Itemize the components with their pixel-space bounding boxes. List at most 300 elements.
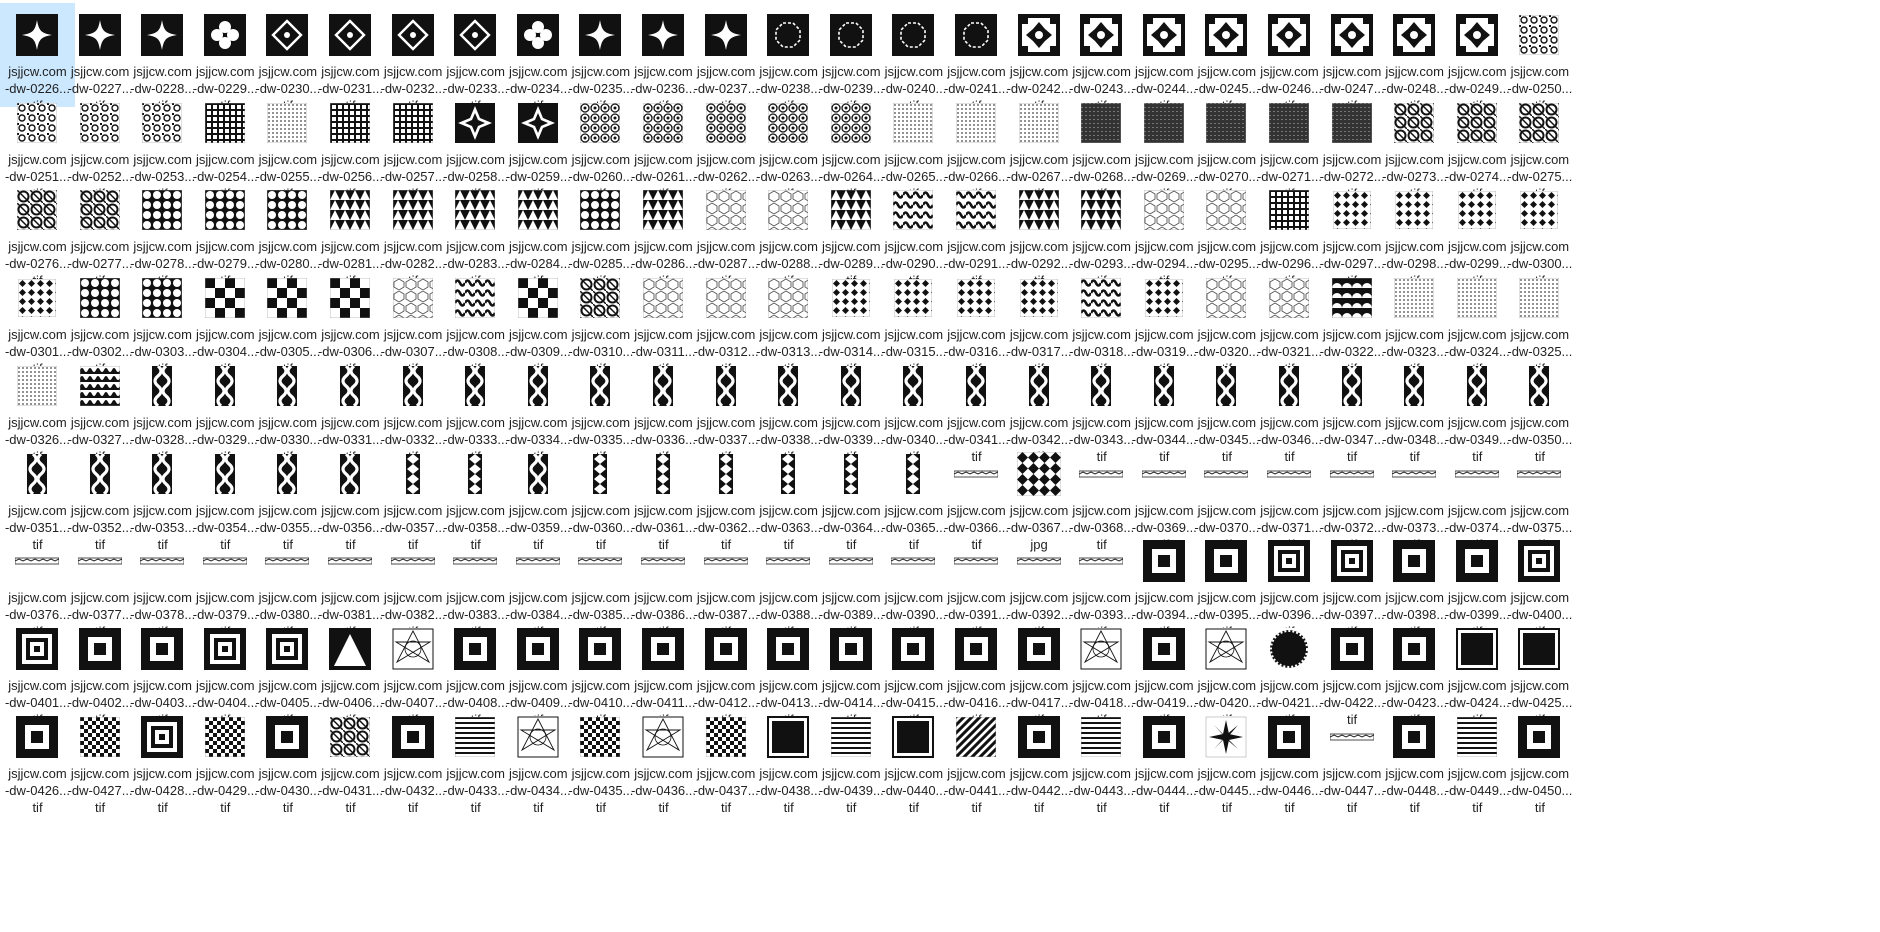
file-name-line1: jsjjcw.com bbox=[446, 151, 505, 167]
file-name-line1: jsjjcw.com bbox=[1197, 239, 1257, 255]
diamond-outline-tile-icon bbox=[387, 9, 439, 61]
file-name-line2: -dw-0343... bbox=[1069, 431, 1135, 447]
triangles-tile-icon bbox=[449, 184, 501, 236]
file-name-line2: -dw-0330... bbox=[255, 431, 321, 447]
ornate-white-tile-icon bbox=[1326, 9, 1378, 61]
file-name-line1: jsjjcw.com bbox=[1072, 765, 1131, 781]
file-name-line2: -dw-0250... bbox=[1507, 81, 1573, 96]
file-name-line2: -dw-0235... bbox=[568, 81, 634, 96]
file-name-line2: -dw-0355... bbox=[255, 519, 321, 535]
file-name-line2: -dw-0276... bbox=[4, 256, 71, 272]
file-name-line1: jsjjcw.com bbox=[383, 151, 443, 167]
file-name-line1: jsjjcw.com bbox=[1385, 64, 1444, 79]
hex-outline-tile-icon bbox=[637, 272, 689, 324]
plaid-tile-icon bbox=[1263, 184, 1315, 236]
file-extension: tif bbox=[846, 536, 857, 552]
file-name-line2: -dw-0265... bbox=[881, 168, 947, 184]
file-name-line2: -dw-0286... bbox=[630, 256, 697, 272]
file-name-line1: jsjjcw.com bbox=[1385, 151, 1444, 167]
file-name-line2: -dw-0421... bbox=[1256, 694, 1323, 710]
file-name-line1: jsjjcw.com bbox=[258, 677, 318, 693]
file-name-line2: -dw-0269... bbox=[1131, 168, 1197, 184]
interlace-tile-icon bbox=[11, 184, 63, 236]
file-name-line1: jsjjcw.com bbox=[258, 414, 318, 430]
wave-strip-tile-icon bbox=[512, 448, 564, 500]
file-name-line2: -dw-0380... bbox=[255, 607, 321, 623]
wave-strip-tile-icon bbox=[762, 360, 814, 412]
file-name-line2: -dw-0443... bbox=[1069, 782, 1135, 798]
file-name-line2: -dw-0297... bbox=[1319, 256, 1385, 272]
file-name-line1: jsjjcw.com bbox=[321, 590, 380, 606]
file-name-line2: -dw-0440... bbox=[881, 782, 947, 798]
file-name-line2: -dw-0285... bbox=[568, 256, 634, 272]
file-name-line1: jsjjcw.com bbox=[8, 590, 67, 606]
border-strip-tile-icon bbox=[387, 535, 439, 587]
file-name-line2: -dw-0365... bbox=[881, 519, 947, 535]
file-name-line2: -dw-0323... bbox=[1382, 344, 1448, 360]
file-name-line1: jsjjcw.com bbox=[321, 677, 380, 693]
file-name-line2: -dw-0347... bbox=[1319, 431, 1385, 447]
file-name-line1: jsjjcw.com bbox=[696, 765, 756, 781]
file-extension: tif bbox=[1221, 799, 1232, 815]
file-name-line2: -dw-0273... bbox=[1382, 168, 1448, 184]
file-name-line2: -dw-0236... bbox=[630, 81, 697, 96]
file-name-line1: jsjjcw.com bbox=[884, 327, 944, 343]
file-name-line2: -dw-0288... bbox=[756, 256, 822, 272]
square-frame-tile-icon bbox=[825, 623, 877, 675]
file-name-line2: -dw-0412... bbox=[693, 694, 759, 710]
file-name-line2: -dw-0234... bbox=[505, 81, 571, 96]
file-name-line1: jsjjcw.com bbox=[196, 590, 255, 606]
file-name-line2: -dw-0251... bbox=[4, 168, 71, 184]
file-extension: tif bbox=[971, 536, 982, 552]
stripes-tile-icon bbox=[1451, 711, 1503, 763]
fine-grid-tile-icon bbox=[1388, 272, 1440, 324]
square-frame-tile-icon bbox=[1388, 623, 1440, 675]
file-name-line1: jsjjcw.com bbox=[696, 327, 756, 343]
wave-strip-tile-icon bbox=[1263, 360, 1315, 412]
file-name-line1: jsjjcw.com bbox=[446, 765, 505, 781]
dark-weave-tile-icon bbox=[1200, 97, 1252, 149]
file-name-line1: jsjjcw.com bbox=[1072, 64, 1131, 79]
file-extension: tif bbox=[1472, 448, 1483, 464]
checker-tile-icon bbox=[324, 272, 376, 324]
wave-strip-tile-icon bbox=[637, 360, 689, 412]
wave-strip-tile-icon bbox=[825, 360, 877, 412]
concentric-squares-tile-icon bbox=[136, 711, 188, 763]
file-name-line2: -dw-0348... bbox=[1382, 431, 1448, 447]
file-name-line2: -dw-0422... bbox=[1319, 694, 1385, 710]
file-extension: tif bbox=[595, 536, 606, 552]
stripes-tile-icon bbox=[1075, 711, 1127, 763]
file-name-line2: -dw-0406... bbox=[317, 694, 384, 710]
border-strip-tile-icon bbox=[1326, 711, 1378, 763]
file-name-line2: -dw-0299... bbox=[1444, 256, 1510, 272]
file-name-line2: -dw-0253... bbox=[130, 168, 196, 184]
fine-grid-tile-icon bbox=[1451, 272, 1503, 324]
file-name-line1: jsjjcw.com bbox=[258, 239, 318, 255]
file-extension: tif bbox=[1472, 799, 1483, 815]
file-name-line1: jsjjcw.com bbox=[947, 765, 1006, 781]
square-frame-tile-icon bbox=[1388, 711, 1440, 763]
dots-black-tile-icon bbox=[136, 184, 188, 236]
file-name-line1: jsjjcw.com bbox=[947, 590, 1006, 606]
mosaic-tile-icon bbox=[762, 97, 814, 149]
wave-strip-tile-icon bbox=[1451, 360, 1503, 412]
file-extension: jpg bbox=[1030, 536, 1048, 552]
file-name-line1: jsjjcw.com bbox=[759, 765, 818, 781]
file-extension: tif bbox=[908, 536, 919, 552]
file-name-line1: jsjjcw.com bbox=[509, 414, 568, 430]
file-name-line1: jsjjcw.com bbox=[1322, 590, 1382, 606]
hex-outline-tile-icon bbox=[762, 184, 814, 236]
file-name-line2: -dw-0428... bbox=[130, 782, 196, 798]
wave-strip-tile-icon bbox=[1013, 360, 1065, 412]
file-name-line2: -dw-0247... bbox=[1319, 81, 1385, 96]
border-strip-tile-icon bbox=[449, 535, 501, 587]
file-extension: tif bbox=[1096, 536, 1107, 552]
file-extension: tif bbox=[1284, 799, 1295, 815]
file-name-line1: jsjjcw.com bbox=[1260, 502, 1319, 518]
dots-white-tile-icon bbox=[950, 272, 1002, 324]
square-frame-tile-icon bbox=[74, 623, 126, 675]
wave-strip-tile-icon bbox=[261, 360, 313, 412]
narrow-strip-tile-icon bbox=[887, 448, 939, 500]
wave-strip-tile-icon bbox=[261, 448, 313, 500]
ornate-white-tile-icon bbox=[1263, 9, 1315, 61]
file-name-line2: -dw-0410... bbox=[568, 694, 634, 710]
wave-strip-tile-icon bbox=[512, 360, 564, 412]
file-name-line2: -dw-0420... bbox=[1194, 694, 1260, 710]
file-extension: tif bbox=[1034, 799, 1045, 815]
file-extension: tif bbox=[157, 536, 168, 552]
file-name-line1: jsjjcw.com bbox=[884, 151, 944, 167]
file-name-line2: -dw-0244... bbox=[1131, 81, 1197, 96]
wave-strip-tile-icon bbox=[199, 360, 251, 412]
file-extension: tif bbox=[658, 799, 669, 815]
plaid-tile-icon bbox=[199, 97, 251, 149]
solid-square-tile-icon bbox=[1451, 623, 1503, 675]
star-lines-tile-icon bbox=[637, 711, 689, 763]
file-name-line2: -dw-0344... bbox=[1131, 431, 1197, 447]
dark-weave-tile-icon bbox=[1263, 97, 1315, 149]
file-name-line1: jsjjcw.com bbox=[696, 414, 756, 430]
file-name-line2: -dw-0417... bbox=[1006, 694, 1072, 710]
file-name-line2: -dw-0431... bbox=[317, 782, 384, 798]
file-name-line1: jsjjcw.com bbox=[634, 64, 693, 79]
octagon-ring-tile-icon bbox=[762, 9, 814, 61]
file-name-line1: jsjjcw.com bbox=[1009, 502, 1069, 518]
file-name-line1: jsjjcw.com bbox=[696, 239, 756, 255]
file-name-line1: jsjjcw.com bbox=[196, 151, 255, 167]
file-name-line2: -dw-0402... bbox=[67, 694, 133, 710]
file-name-line1: jsjjcw.com bbox=[321, 765, 380, 781]
diamond-star-tile-icon bbox=[136, 9, 188, 61]
file-name-line1: jsjjcw.com bbox=[446, 677, 505, 693]
file-name-line2: -dw-0259... bbox=[505, 168, 571, 184]
file-name-line1: jsjjcw.com bbox=[8, 414, 67, 430]
ornate-white-tile-icon bbox=[1075, 9, 1127, 61]
file-extension: tif bbox=[1347, 799, 1358, 815]
file-name-line1: jsjjcw.com bbox=[133, 765, 192, 781]
square-frame-tile-icon bbox=[887, 623, 939, 675]
file-name-line2: -dw-0281... bbox=[317, 256, 384, 272]
file-name-line2: -dw-0287... bbox=[693, 256, 759, 272]
square-frame-tile-icon bbox=[1326, 623, 1378, 675]
file-name-line1: jsjjcw.com bbox=[1260, 677, 1319, 693]
file-name-line1: jsjjcw.com bbox=[509, 765, 568, 781]
file-name-line2: -dw-0444... bbox=[1131, 782, 1197, 798]
file-name-line2: -dw-0389... bbox=[818, 607, 884, 623]
border-strip-tile-icon bbox=[1263, 448, 1315, 500]
file-name-line1: jsjjcw.com bbox=[759, 327, 818, 343]
file-name-line2: -dw-0427... bbox=[67, 782, 133, 798]
file-name-line2: -dw-0442... bbox=[1006, 782, 1072, 798]
triangles-tile-icon bbox=[387, 184, 439, 236]
interlace-tile-icon bbox=[324, 711, 376, 763]
file-name-line2: -dw-0375... bbox=[1507, 519, 1573, 535]
file-name-line2: -dw-0345... bbox=[1194, 431, 1260, 447]
file-name-line2: -dw-0441... bbox=[943, 782, 1010, 798]
file-extension: tif bbox=[470, 799, 481, 815]
file-name-line2: -dw-0298... bbox=[1382, 256, 1448, 272]
file-name-line2: -dw-0260... bbox=[568, 168, 634, 184]
wave-strip-tile-icon bbox=[449, 360, 501, 412]
file-name-line2: -dw-0238... bbox=[756, 81, 822, 96]
file-name-line2: -dw-0432... bbox=[380, 782, 446, 798]
file-name-line2: -dw-0263... bbox=[756, 168, 822, 184]
file-name-line2: -dw-0292... bbox=[1006, 256, 1072, 272]
file-name-line1: jsjjcw.com bbox=[1322, 64, 1382, 79]
file-name-line2: -dw-0335... bbox=[568, 431, 634, 447]
file-name-line2: -dw-0242... bbox=[1006, 81, 1072, 96]
file-name-line1: jsjjcw.com bbox=[383, 765, 443, 781]
border-strip-tile-icon bbox=[762, 535, 814, 587]
square-frame-tile-icon bbox=[512, 623, 564, 675]
file-name-line2: -dw-0321... bbox=[1256, 344, 1323, 360]
concentric-squares-tile-icon bbox=[1513, 535, 1565, 587]
file-name-line2: -dw-0390... bbox=[881, 607, 947, 623]
triangles-tile-icon bbox=[637, 184, 689, 236]
file-name-line1: jsjjcw.com bbox=[884, 239, 944, 255]
square-frame-tile-icon bbox=[1013, 711, 1065, 763]
file-extension: tif bbox=[533, 799, 544, 815]
fine-grid-tile-icon bbox=[1513, 272, 1565, 324]
file-name-line2: -dw-0332... bbox=[380, 431, 446, 447]
file-name-line1: jsjjcw.com bbox=[1197, 765, 1257, 781]
file-name-line2: -dw-0312... bbox=[693, 344, 759, 360]
lace-tile-icon bbox=[74, 97, 126, 149]
wave-columns-tile-icon bbox=[887, 184, 939, 236]
file-name-line2: -dw-0415... bbox=[881, 694, 947, 710]
file-extension: tif bbox=[846, 799, 857, 815]
checker-tile-icon bbox=[261, 272, 313, 324]
file-name-line2: -dw-0367... bbox=[1006, 519, 1072, 535]
concentric-squares-tile-icon bbox=[11, 623, 63, 675]
dots-white-tile-icon bbox=[11, 272, 63, 324]
solid-square-tile-icon bbox=[762, 711, 814, 763]
file-name-line1: jsjjcw.com bbox=[1322, 414, 1382, 430]
concentric-squares-tile-icon bbox=[1326, 535, 1378, 587]
file-name-line2: -dw-0278... bbox=[130, 256, 196, 272]
file-name-line1: jsjjcw.com bbox=[383, 590, 443, 606]
file-extension: tif bbox=[1096, 448, 1107, 464]
file-name-line2: -dw-0318... bbox=[1069, 344, 1135, 360]
file-name-line2: -dw-0411... bbox=[631, 694, 696, 710]
border-strip-tile-icon bbox=[574, 535, 626, 587]
file-name-line1: jsjjcw.com bbox=[446, 502, 505, 518]
file-item[interactable] bbox=[1502, 705, 1577, 815]
star-lines-tile-icon bbox=[1200, 623, 1252, 675]
file-name-line1: jsjjcw.com bbox=[947, 677, 1006, 693]
wave-columns-tile-icon bbox=[449, 272, 501, 324]
dots-white-tile-icon bbox=[887, 272, 939, 324]
file-name-line2: -dw-0377... bbox=[67, 607, 133, 623]
diamond-star-tile-icon bbox=[74, 9, 126, 61]
file-extension: tif bbox=[1409, 448, 1420, 464]
file-name-line1: jsjjcw.com bbox=[947, 64, 1006, 79]
file-name-line1: jsjjcw.com bbox=[571, 239, 631, 255]
file-extension: tif bbox=[533, 536, 544, 552]
narrow-strip-tile-icon bbox=[637, 448, 689, 500]
file-name-line1: jsjjcw.com bbox=[634, 414, 693, 430]
file-name-line2: -dw-0245... bbox=[1194, 81, 1260, 96]
square-frame-tile-icon bbox=[1200, 535, 1252, 587]
solid-square-tile-icon bbox=[887, 711, 939, 763]
file-name-line2: -dw-0387... bbox=[693, 607, 759, 623]
file-name-line2: -dw-0376... bbox=[4, 607, 71, 623]
border-strip-tile-icon bbox=[1013, 535, 1065, 587]
file-name-line2: -dw-0227... bbox=[67, 81, 133, 96]
file-name-line1: jsjjcw.com bbox=[884, 414, 944, 430]
dark-weave-tile-icon bbox=[1138, 97, 1190, 149]
kaleido-tile-icon bbox=[449, 97, 501, 149]
file-name-line1: jsjjcw.com bbox=[1448, 502, 1507, 518]
file-name-line2: -dw-0359... bbox=[505, 519, 571, 535]
hex-outline-tile-icon bbox=[1200, 184, 1252, 236]
square-frame-tile-icon bbox=[449, 623, 501, 675]
file-name-line2: -dw-0280... bbox=[255, 256, 321, 272]
border-strip-tile-icon bbox=[261, 535, 313, 587]
file-name-line1: jsjjcw.com bbox=[1260, 765, 1319, 781]
file-extension: tif bbox=[908, 799, 919, 815]
square-frame-tile-icon bbox=[1138, 535, 1190, 587]
border-strip-tile-icon bbox=[1075, 535, 1127, 587]
file-name-line1: jsjjcw.com bbox=[634, 239, 693, 255]
square-frame-tile-icon bbox=[950, 623, 1002, 675]
file-name-line1: jsjjcw.com bbox=[70, 590, 130, 606]
stripes-tile-icon bbox=[825, 711, 877, 763]
wave-strip-tile-icon bbox=[1326, 360, 1378, 412]
file-name-line2: -dw-0448... bbox=[1382, 782, 1448, 798]
narrow-strip-tile-icon bbox=[449, 448, 501, 500]
file-name-line1: jsjjcw.com bbox=[1009, 151, 1069, 167]
square-frame-tile-icon bbox=[11, 711, 63, 763]
hex-outline-tile-icon bbox=[700, 184, 752, 236]
border-strip-tile-icon bbox=[1388, 448, 1440, 500]
file-name-line2: -dw-0283... bbox=[443, 256, 509, 272]
triangles-tile-icon bbox=[825, 184, 877, 236]
file-extension: tif bbox=[783, 536, 794, 552]
file-name-line2: -dw-0403... bbox=[130, 694, 196, 710]
wave-strip-tile-icon bbox=[199, 448, 251, 500]
file-name-line2: -dw-0322... bbox=[1319, 344, 1385, 360]
file-name-line2: -dw-0399... bbox=[1444, 607, 1510, 623]
border-strip-tile-icon bbox=[199, 535, 251, 587]
file-name-line1: jsjjcw.com bbox=[1135, 327, 1194, 343]
file-name-line2: -dw-0310... bbox=[568, 344, 634, 360]
file-name-line2: -dw-0248... bbox=[1382, 81, 1448, 96]
octagon-ring-tile-icon bbox=[950, 9, 1002, 61]
square-frame-tile-icon bbox=[261, 711, 313, 763]
file-extension: tif bbox=[1534, 799, 1545, 815]
file-name-line1: jsjjcw.com bbox=[509, 239, 568, 255]
triangle-tile-icon bbox=[324, 623, 376, 675]
file-name-line2: -dw-0371... bbox=[1256, 519, 1323, 535]
file-name-line2: -dw-0369... bbox=[1131, 519, 1197, 535]
file-name-line2: -dw-0366... bbox=[943, 519, 1010, 535]
file-name-line1: jsjjcw.com bbox=[571, 765, 631, 781]
file-name-line2: -dw-0307... bbox=[380, 344, 446, 360]
file-name-line1: jsjjcw.com bbox=[1385, 414, 1444, 430]
fine-grid-tile-icon bbox=[887, 97, 939, 149]
file-name-line1: jsjjcw.com bbox=[1510, 765, 1570, 781]
file-name-line1: jsjjcw.com bbox=[1322, 327, 1382, 343]
file-name-line1: jsjjcw.com bbox=[509, 590, 568, 606]
octagon-ring-tile-icon bbox=[825, 9, 877, 61]
file-name-line1: jsjjcw.com bbox=[571, 502, 631, 518]
file-name-line2: -dw-0241... bbox=[943, 81, 1010, 96]
file-name-line1: jsjjcw.com bbox=[1448, 590, 1507, 606]
file-name-line1: jsjjcw.com bbox=[822, 502, 881, 518]
border-strip-tile-icon bbox=[512, 535, 564, 587]
file-name-line1: jsjjcw.com bbox=[1072, 151, 1131, 167]
file-name-line1: jsjjcw.com bbox=[383, 502, 443, 518]
file-name-line2: -dw-0408... bbox=[443, 694, 509, 710]
file-name-line1: jsjjcw.com bbox=[1510, 64, 1570, 79]
file-name-line1: jsjjcw.com bbox=[884, 677, 944, 693]
file-name-line2: -dw-0372... bbox=[1319, 519, 1385, 535]
file-name-line1: jsjjcw.com bbox=[822, 765, 881, 781]
file-name-line2: -dw-0437... bbox=[693, 782, 759, 798]
file-name-line2: -dw-0340... bbox=[881, 431, 947, 447]
file-extension: tif bbox=[1221, 448, 1232, 464]
flower-tile-icon bbox=[1200, 711, 1252, 763]
file-name-line1: jsjjcw.com bbox=[1322, 239, 1382, 255]
file-name-line2: -dw-0231... bbox=[317, 81, 384, 96]
file-name-line1: jsjjcw.com bbox=[1197, 590, 1257, 606]
wave-strip-tile-icon bbox=[700, 360, 752, 412]
file-extension: tif bbox=[408, 799, 419, 815]
square-frame-tile-icon bbox=[136, 623, 188, 675]
file-extension: tif bbox=[1347, 711, 1358, 727]
file-name-line2: -dw-0370... bbox=[1194, 519, 1260, 535]
file-extension: tif bbox=[658, 536, 669, 552]
file-name-line2: -dw-0274... bbox=[1444, 168, 1510, 184]
file-name-line2: -dw-0295... bbox=[1194, 256, 1260, 272]
square-frame-tile-icon bbox=[637, 623, 689, 675]
wave-strip-tile-icon bbox=[136, 360, 188, 412]
file-extension: tif bbox=[971, 448, 982, 464]
file-name-line1: jsjjcw.com bbox=[133, 590, 192, 606]
plaid-tile-icon bbox=[387, 97, 439, 149]
file-name-line2: -dw-0374... bbox=[1444, 519, 1510, 535]
file-name-line1: jsjjcw.com bbox=[1448, 414, 1507, 430]
file-name-line1: jsjjcw.com bbox=[321, 502, 380, 518]
file-name-line1: jsjjcw.com bbox=[1197, 677, 1257, 693]
file-name-line1: jsjjcw.com bbox=[947, 327, 1006, 343]
file-name-line2: -dw-0313... bbox=[756, 344, 822, 360]
